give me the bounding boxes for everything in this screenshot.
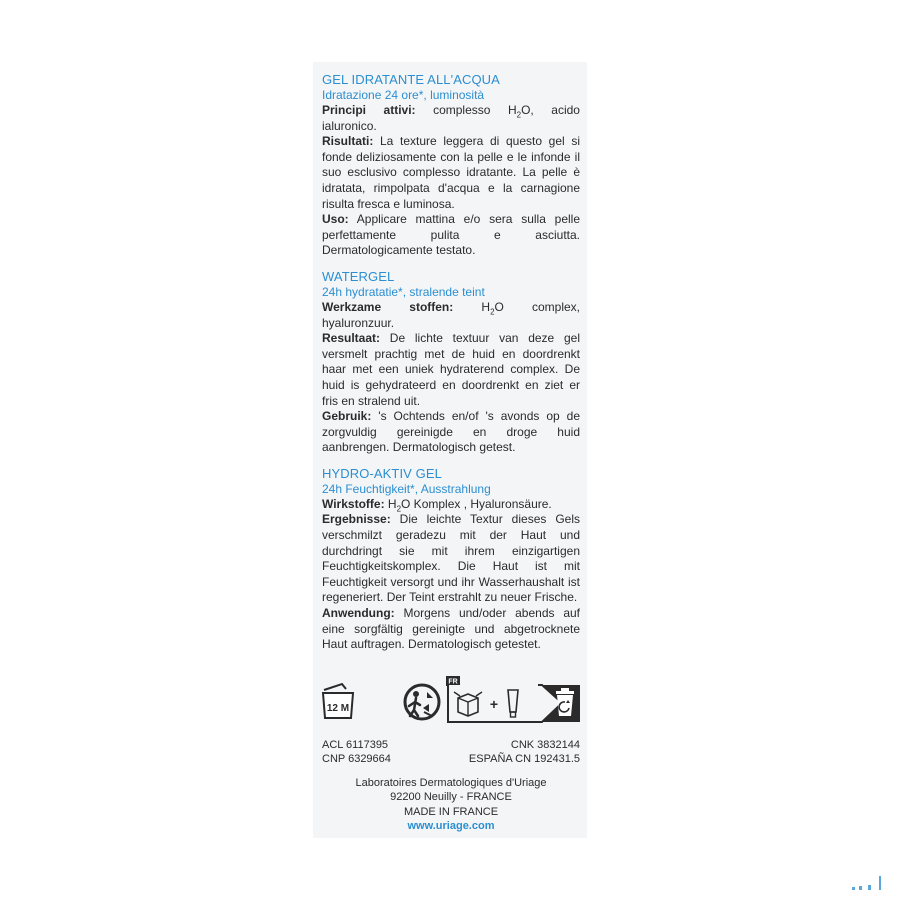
paragraph-label: Ergebnisse: <box>322 512 391 527</box>
paragraph-text: O, acido ialuronico. <box>322 103 580 133</box>
section-title: HYDRO-AKTIV GEL <box>322 465 442 481</box>
paragraph-text: Applicare mattina e/o sera sulla pelle perfettamente pulita e asciutta. Dermatologicamente testato. <box>322 212 580 258</box>
company-name: Laboratoires Dermatologiques d'Uriage <box>355 777 547 789</box>
product-codes <box>322 738 580 766</box>
active-ingredients <box>322 497 580 513</box>
symbols-row <box>320 676 580 726</box>
codes-row <box>322 752 580 766</box>
paragraph-label: Principi attivi: <box>322 103 416 117</box>
paragraph-text: De lichte textuur van deze gel versmelt prachtig met de huid en doordrenkt haar met een uniek hydraterend complex. De huid is gehydrateerd en doordrenkt en ziet er fris en stralend uit. <box>322 331 580 408</box>
paragraph-label: Uso: <box>322 212 349 227</box>
results <box>322 331 580 409</box>
section-dutch <box>322 269 580 456</box>
manufacturer-footer <box>322 776 580 834</box>
acl-code: ACL 6117395 <box>322 739 389 751</box>
paragraph-text: Die leichte Textur dieses Gels verschmilzt geradezu mit der Haut und durchdringt sie mit ihrem einzigartigen Feuchtigkeitskomplex. Die Haut ist mit Feuchtigkeit versorgt und ihr Wasserhaushalt ist regeneriert. Der Teint erstrahlt zu neuer Frische. <box>322 512 580 605</box>
paragraph-label: Anwendung: <box>322 606 395 621</box>
paragraph-text: O complex, hyaluronzuur. <box>322 299 580 330</box>
paragraph-text: La texture leggera di questo gel si fonde deliziosamente con la pelle e le infonde il suo esclusivo complesso idratante. La pelle è idratata, rimpolpata d'acqua e la carnagione risulta fresca e luminosa. <box>322 134 580 211</box>
section-subtitle: 24h Feuchtigkeit*, Ausstrahlung <box>322 481 491 496</box>
usage <box>322 606 580 653</box>
section-subtitle: 24h hydratatie*, stralende teint <box>322 284 485 299</box>
paragraph-label: Risultati: <box>322 134 374 149</box>
fr-label: FR <box>448 678 458 686</box>
website-link[interactable]: www.uriage.com <box>407 820 495 833</box>
usage <box>322 212 580 259</box>
paragraph-text: Morgens und/oder abends auf eine sorgfältig gereinigte und abgetrocknete Haut auftragen. Dermatologisch getestet. <box>322 606 580 652</box>
active-ingredients <box>322 103 580 134</box>
section-italian <box>322 72 580 259</box>
plus-sign: + <box>489 696 499 712</box>
active-ingredients <box>322 300 580 331</box>
espana-code: ESPAÑA CN 192431.5 <box>468 753 580 765</box>
triman-icon <box>402 682 442 722</box>
paragraph-label: Werkzame stoffen: <box>322 299 454 314</box>
paragraph-label: Resultaat: <box>322 331 381 346</box>
subscript: 2 <box>396 504 402 514</box>
label-content <box>322 72 580 663</box>
paragraph-text: 's Ochtends en/of 's avonds op de zorgvuldig gereinigde en droge huid aanbrengen. Dermatologisch getest. <box>322 409 580 455</box>
paragraph-label: Wirkstoffe: <box>322 496 385 511</box>
subscript: 2 <box>516 110 522 120</box>
paragraph-label: Gebruik: <box>322 409 372 424</box>
cnp-code: CNP 6329664 <box>322 753 391 765</box>
section-title: GEL IDRATANTE ALL'ACQUA <box>322 72 500 87</box>
jar-pao-icon <box>320 680 356 720</box>
section-title: WATERGEL <box>322 268 395 284</box>
company-address: 92200 Neuilly - FRANCE <box>390 791 512 804</box>
fr-sorting-icon <box>446 676 580 724</box>
results <box>322 512 580 606</box>
results <box>322 134 580 212</box>
pao-label: 12 M <box>326 703 350 714</box>
signal-bars-icon <box>852 876 886 892</box>
paragraph-text: H <box>453 299 491 314</box>
section-german <box>322 466 580 653</box>
subscript: 2 <box>490 307 495 317</box>
made-in: MADE IN FRANCE <box>403 805 499 818</box>
section-subtitle: Idratazione 24 ore*, luminosità <box>322 88 485 102</box>
codes-row <box>322 738 580 752</box>
usage <box>322 409 580 456</box>
paragraph-text: complesso H <box>415 103 517 117</box>
paragraph-text: O Komplex , Hyaluronsäure. <box>401 496 552 511</box>
paragraph-text: H <box>384 496 397 511</box>
cnk-code: CNK 3832144 <box>510 739 580 751</box>
